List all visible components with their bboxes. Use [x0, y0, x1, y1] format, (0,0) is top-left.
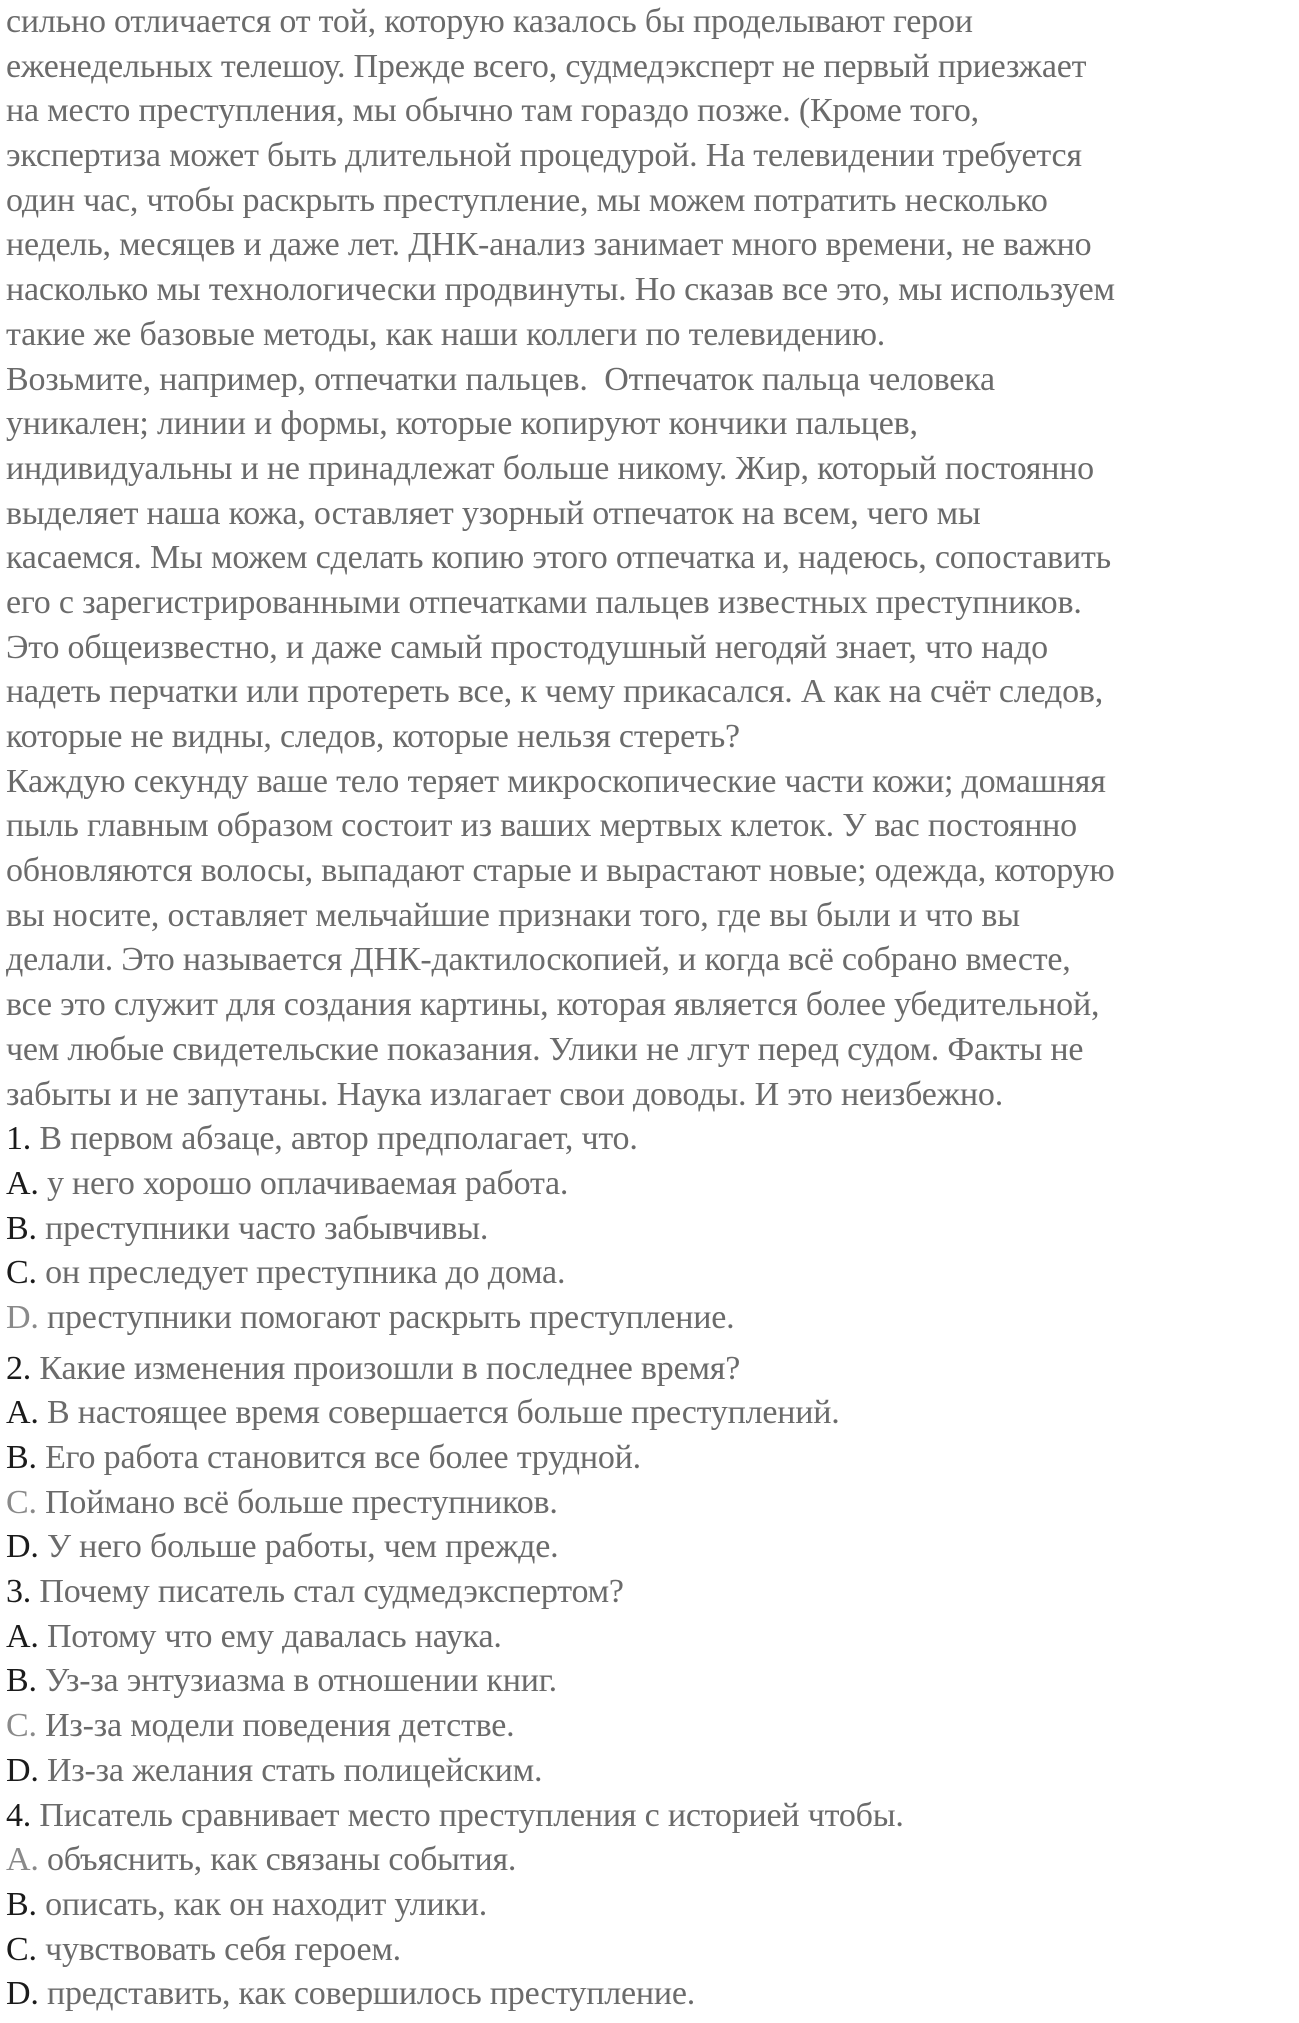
option-letter: C. [6, 1930, 37, 1968]
passage [6, 0, 1296, 1117]
option-text: объяснить, как связаны события. [38, 1841, 517, 1879]
passage-line: такие же базовые методы, как наши коллеги по телевидению. [6, 315, 886, 353]
option-text: у него хорошо оплачиваемая работа. [38, 1164, 569, 1202]
question-stem [6, 1570, 1296, 1615]
answer-option [6, 1704, 1296, 1749]
question-number: 1. [6, 1120, 32, 1158]
option-letter: D. [6, 1298, 39, 1336]
question-number: 2. [6, 1349, 32, 1387]
question-number: 4. [6, 1796, 32, 1834]
option-text: представить, как совершилось преступление. [38, 1975, 696, 2013]
answer-option [6, 1883, 1296, 1928]
passage-line: Каждую секунду ваше тело теряет микроскопические части кожи; домашняя [6, 762, 1106, 800]
passage-line: еженедельных телешоу. Прежде всего, судмедэксперт не первый приезжает [6, 47, 1087, 85]
question-stem [6, 1794, 1296, 1839]
question-stem [6, 1117, 1296, 1162]
option-letter: D. [6, 1975, 39, 2013]
answer-option [6, 1749, 1296, 1794]
answer-option [6, 1296, 1296, 1341]
option-letter: D. [6, 1528, 39, 1566]
option-text: Потому что ему давалась наука. [38, 1617, 502, 1655]
option-letter: C. [6, 1707, 37, 1745]
passage-line: на место преступления, мы обычно там гораздо позже. (Кроме того, [6, 92, 979, 130]
passage-line: забыты и не запутаны. Наука излагает свои доводы. И это неизбежно. [6, 1075, 1003, 1113]
option-text: чувствовать себя героем. [36, 1930, 401, 1968]
option-text: У него больше работы, чем прежде. [38, 1528, 559, 1566]
question-text: Почему писатель стал судмедэкспертом? [31, 1573, 624, 1611]
passage-line: сильно отличается от той, которую казалось бы проделывают герои [6, 3, 973, 40]
question-text: В первом абзаце, автор предполагает, что. [31, 1120, 638, 1158]
passage-line: недель, месяцев и даже лет. ДНК-анализ занимает много времени, не важно [6, 226, 1092, 264]
option-text: Его работа становится все более трудной. [36, 1439, 641, 1476]
answer-option [6, 1615, 1296, 1660]
passage-line: уникален; линии и формы, которые копируют кончики пальцев, [6, 405, 918, 443]
option-text: В настоящее время совершается больше преступлений. [38, 1394, 840, 1432]
option-letter: B. [6, 1209, 37, 1247]
answer-option [6, 1659, 1296, 1704]
option-text: Поймано всё больше преступников. [36, 1483, 558, 1521]
question-text: Какие изменения произошли в последнее время? [31, 1349, 741, 1387]
passage-line: Это общеизвестно, и даже самый простодушный негодяй знает, что надо [6, 628, 1048, 666]
answer-option [6, 1481, 1296, 1526]
option-letter: A. [6, 1617, 39, 1655]
option-letter: B. [6, 1885, 37, 1923]
answer-option [6, 1207, 1296, 1252]
passage-line: вы носите, оставляет мельчайшие признаки того, где вы были и что вы [6, 896, 1020, 934]
passage-line: все это служит для создания картины, которая является более убедительной, [6, 986, 1100, 1024]
passage-line: пыль главным образом состоит из ваших мертвых клеток. У вас постоянно [6, 807, 1077, 845]
passage-line: его с зарегистрированными отпечатками пальцев известных преступников. [6, 583, 1082, 621]
passage-line: выделяет наша кожа, оставляет узорный отпечаток на всем, чего мы [6, 494, 981, 532]
answer-option [6, 1436, 1296, 1481]
option-letter: B. [6, 1662, 37, 1700]
answer-option [6, 1162, 1296, 1207]
question-block [6, 1117, 1296, 1340]
option-letter: A. [6, 1394, 39, 1432]
option-text: Из-за модели поведения детстве. [36, 1707, 515, 1745]
answer-option [6, 1391, 1296, 1436]
option-letter: C. [6, 1254, 37, 1292]
answer-option [6, 1838, 1296, 1883]
option-text: он преследует преступника до дома. [36, 1254, 566, 1292]
option-text: преступники часто забывчивы. [36, 1209, 489, 1247]
option-letter: A. [6, 1164, 39, 1202]
passage-line: обновляются волосы, выпадают старые и вырастают новые; одежда, которую [6, 852, 1115, 890]
passage-line: Возьмите, например, отпечатки пальцев. Отпечаток пальца человека [6, 360, 995, 398]
option-letter: D. [6, 1751, 39, 1789]
option-text: описать, как он находит улики. [36, 1885, 488, 1923]
question-block [6, 1347, 1296, 1570]
answer-option [6, 1525, 1296, 1570]
passage-line: касаемся. Мы можем сделать копию этого отпечатка и, надеюсь, сопоставить [6, 539, 1111, 577]
passage-line: которые не видны, следов, которые нельзя стереть? [6, 718, 740, 755]
answer-option [6, 1972, 1296, 2017]
passage-line: чем любые свидетельские показания. Улики не лгут перед судом. Факты не [6, 1030, 1084, 1068]
passage-line: один час, чтобы раскрыть преступление, мы можем потратить несколько [6, 181, 1048, 219]
option-text: Из-за желания стать полицейским. [38, 1751, 543, 1789]
option-letter: B. [6, 1439, 37, 1476]
question-stem [6, 1347, 1296, 1392]
passage-line: насколько мы технологически продвинуты. Но сказав все это, мы используем [6, 271, 1115, 309]
option-letter: A. [6, 1841, 39, 1879]
document-page [6, 0, 1296, 2017]
passage-line: делали. Это называется ДНК-дактилоскопией, и когда всё собрано вместе, [6, 941, 1071, 979]
question-block [6, 1794, 1296, 2017]
question-block [6, 1570, 1296, 1793]
passage-line: надеть перчатки или протереть все, к чему прикасался. А как на счёт следов, [6, 673, 1104, 711]
option-letter: C. [6, 1483, 37, 1521]
question-number: 3. [6, 1573, 32, 1611]
option-text: преступники помогают раскрыть преступление. [38, 1298, 735, 1336]
option-text: Уз-за энтузиазма в отношении книг. [36, 1662, 557, 1700]
question-text: Писатель сравнивает место преступления с историей чтобы. [31, 1796, 904, 1834]
passage-line: индивидуальны и не принадлежат больше никому. Жир, который постоянно [6, 449, 1094, 487]
answer-option [6, 1928, 1296, 1973]
passage-line: экспертиза может быть длительной процедурой. На телевидении требуется [6, 137, 1082, 175]
answer-option [6, 1251, 1296, 1296]
